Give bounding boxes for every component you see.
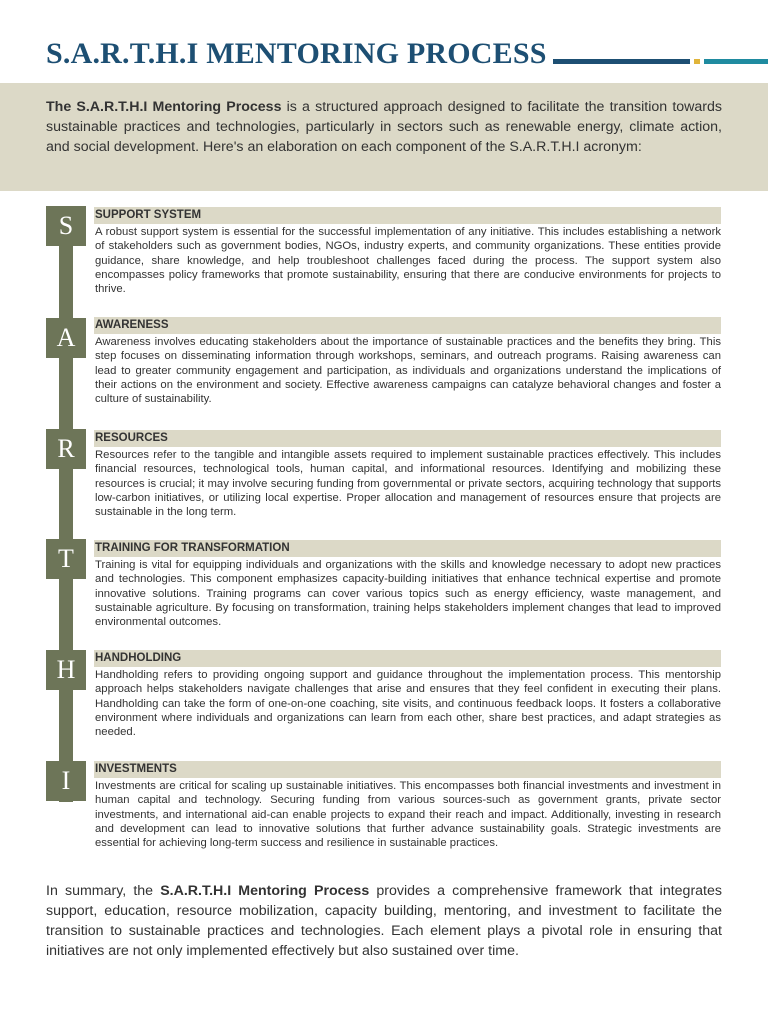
letter-h-badge: H [46, 650, 86, 690]
letter-r-badge: R [46, 429, 86, 469]
letter-a-badge: A [46, 318, 86, 358]
intro-paragraph [46, 97, 722, 157]
section-heading-awareness: AWARENESS [94, 317, 721, 334]
title-rule-gold [694, 59, 700, 64]
intro-text: is a structured approach designed to facilitate the transition towards sustainable practices and technologies, particularly in sectors such as renewable energy, climate action, and social development. Here's an elaboration on each component of the S.A.R.T.H.I acronym: [46, 99, 723, 155]
section-heading-support-system: SUPPORT SYSTEM [94, 207, 721, 224]
section-body-awareness: Awareness involves educating stakeholders about the importance of sustainable practices and the benefits they bring. This step focuses on disseminating information through workshops, seminars, and outreach programs. Raising awareness can lead to greater community engagement and participation, as individuals and organizations understand the implications of their actions on the environment and society. Effective awareness campaigns can catalyze behavioral changes and foster a culture of sustainability. [95, 336, 721, 406]
letter-s-badge: S [46, 206, 86, 246]
summary-prefix: In summary, the [46, 883, 161, 899]
summary-paragraph [46, 881, 722, 961]
letter-t-badge: T [46, 539, 86, 579]
title-rule-blue [553, 59, 690, 64]
acronym-spine [59, 206, 73, 802]
intro-bold: The S.A.R.T.H.I Mentoring Process [46, 99, 282, 115]
section-heading-investments: INVESTMENTS [94, 761, 721, 778]
letter-i-badge: I [46, 761, 86, 801]
summary-bold: S.A.R.T.H.I Mentoring Process [160, 883, 370, 899]
section-heading-resources: RESOURCES [94, 430, 721, 447]
section-body-support-system: A robust support system is essential for the successful implementation of any initiative. This includes establishing a network of stakeholders such as government bodies, NGOs, industry experts, and community organizations. These entities provide guidance, share knowledge, and help troubleshoot challenges faced during the process. The support system also encompasses policy frameworks that promote sustainability, ensuring that there are conducive environments for projects to thrive. [95, 226, 721, 296]
summary-text: provides a comprehensive framework that integrates support, education, resource mobilization, capacity building, mentoring, and investment to facilitate the transition to sustainable practices and technologies. Each element plays a pivotal role in ensuring that initiatives are not only implemented effectively but also sustained over time. [46, 883, 722, 959]
section-body-investments: Investments are critical for scaling up sustainable initiatives. This encompasses both financial investments and investment in human capital and technology. Securing funding from various sources-such as government grants, private sector investments, and international aid-can enable projects to expand their reach and impact. Additionally, investing in research and development can lead to innovative solutions that further advance sustainability goals. Strategic investments are essential for achieving long-term success and resilience in sustainable practices. [95, 780, 721, 850]
page-title: S.A.R.T.H.I MENTORING PROCESS [46, 37, 547, 70]
section-body-handholding: Handholding refers to providing ongoing support and guidance throughout the implementation process. This mentorship approach helps stakeholders navigate challenges that arise and ensures that they feel confident in executing their plans. Handholding can take the form of one-on-one coaching, site visits, and continuous feedback loops. It fosters a collaborative environment where individuals and organizations can learn from each other, share best practices, and adapt strategies as needed. [95, 669, 721, 739]
section-heading-training: TRAINING FOR TRANSFORMATION [94, 540, 721, 557]
section-body-resources: Resources refer to the tangible and intangible assets required to implement sustainable practices effectively. This includes financial resources, technological tools, human capital, and informational resources. Identifying and mobilizing these resources is crucial; it may involve securing funding from governmental or private sectors, acquiring technology that supports low-carbon initiatives, or utilizing local expertise. Proper allocation and management of resources ensure that projects are sustainable in the long term. [95, 449, 721, 519]
section-body-training: Training is vital for equipping individuals and organizations with the skills and knowledge necessary to adopt new practices and technologies. This component emphasizes capacity-building initiatives that enhance technical expertise and promote innovative solutions. Training programs can cover various topics such as energy efficiency, waste management, and sustainable agriculture. By focusing on transformation, training helps stakeholders implement changes that lead to improved environmental outcomes. [95, 559, 721, 629]
title-rule-teal [704, 59, 768, 64]
section-heading-handholding: HANDHOLDING [94, 650, 721, 667]
